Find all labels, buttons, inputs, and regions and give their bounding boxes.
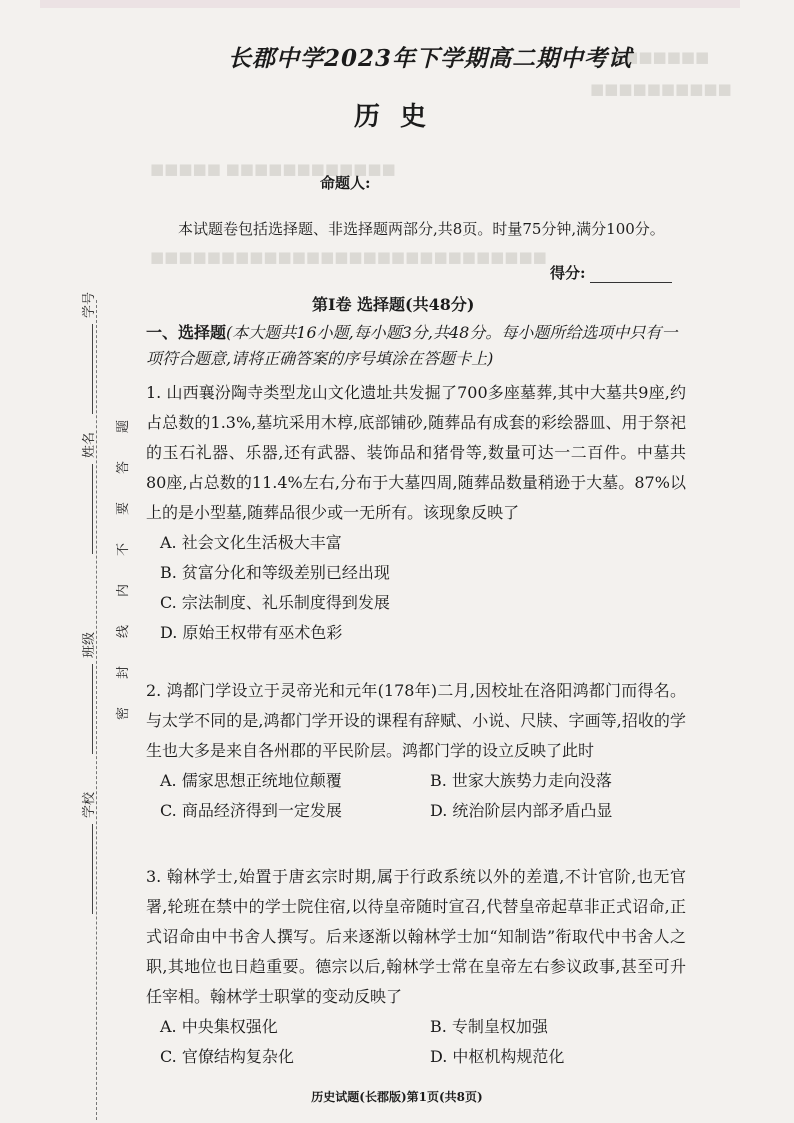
student-id-blank[interactable] [82, 324, 93, 414]
seal-notice: 密封线内不要答题 [116, 391, 131, 720]
option-d[interactable]: D. 原始王权带有巫术色彩 [160, 623, 343, 642]
option-a[interactable]: A. 中央集权强化 [160, 1017, 278, 1036]
option-d[interactable]: D. 统治阶层内部矛盾凸显 [430, 801, 613, 820]
option-row [146, 1042, 686, 1072]
name-field[interactable] [78, 432, 97, 560]
question-3 [146, 862, 686, 1072]
option-c[interactable]: C. 官僚结构复杂化 [160, 1047, 294, 1066]
exam-title: 长郡中学2023年下学期高二期中考试 [227, 45, 632, 72]
author-label: 命题人: [320, 174, 371, 192]
section-heading-rest: (本大题共16小题,每小题3分,共48分。每小题所给选项中只有一项符合题意,请将正确答案的序号填涂在答题卡上) [146, 323, 678, 368]
class-field[interactable] [78, 632, 97, 760]
option-a[interactable]: A. 儒家思想正统地位颠覆 [160, 771, 342, 790]
option-a[interactable]: A. 社会文化生活极大丰富 [160, 533, 342, 552]
school-label: 学校 [82, 791, 97, 818]
option-row [146, 766, 686, 796]
question-2 [146, 676, 686, 826]
score-field[interactable] [550, 262, 672, 283]
option-b[interactable]: B. 专制皇权加强 [430, 1017, 548, 1036]
bleed-text: ■■■■■■■■■■■■■■■■■■■■■■■■■■■■ [150, 248, 547, 266]
exam-intro: 本试题卷包括选择题、非选择题两部分,共8页。时量75分钟,满分100分。 [178, 220, 665, 238]
student-id-field[interactable] [78, 292, 97, 420]
question-stem: 2. 鸿都门学设立于灵帝光和元年(178年)二月,因校址在洛阳鸿都门而得名。与太学不同的是,鸿都门学开设的课程有辞赋、小说、尺牍、字画等,招收的学生也大多是来自各州郡的平民阶层。鸿都门学的设立反映了此时 [146, 681, 686, 760]
class-blank[interactable] [82, 664, 93, 754]
section-title: 第Ⅰ卷 选择题(共48分) [312, 295, 475, 314]
score-blank[interactable] [590, 262, 672, 283]
question-1 [146, 378, 686, 648]
class-label: 班级 [82, 631, 97, 658]
question-stem: 3. 翰林学士,始置于唐玄宗时期,属于行政系统以外的差遣,不计官阶,也无官署,轮班在禁中的学士院住宿,以待皇帝随时宣召,代替皇帝起草非正式诏命,正式诏命由中书舍人撰写。后来逐渐以翰林学士加“知制诰”衔取代中书舍人之职,其地位也日趋重要。德宗以后,翰林学士常在皇帝左右参议政事,甚至可升任宰相。翰林学士职掌的变动反映了 [146, 867, 686, 1006]
name-blank[interactable] [82, 464, 93, 554]
option-row [146, 796, 686, 826]
question-stem: 1. 山西襄汾陶寺类型龙山文化遗址共发掘了700多座墓葬,其中大墓共9座,约占总数的1.3%,墓坑采用木椁,底部铺砂,随葬品有成套的彩绘器皿、用于祭祀的玉石礼器、乐器,还有武器、装饰品和猪骨等,数量可达一二百件。中墓共80座,占总数的11.4%左右,分布于大墓四周,随葬品数量稍逊于大墓。87%以上的是小型墓,随葬品很少或一无所有。该现象反映了 [146, 383, 686, 522]
section-heading-prefix: 一、选择题 [146, 323, 227, 342]
section-instructions [146, 320, 686, 372]
option-b[interactable]: B. 贫富分化和等级差别已经出现 [160, 563, 390, 582]
school-field[interactable] [78, 792, 97, 920]
score-label: 得分: [550, 264, 586, 282]
student-id-label: 学号 [82, 291, 97, 318]
option-row [146, 1012, 686, 1042]
scan-smudge [40, 0, 740, 8]
bleed-text: ■■■■■■■■■■ [590, 80, 732, 98]
bleed-text: ■■■■■■■ [610, 48, 710, 66]
name-label: 姓名 [82, 431, 97, 458]
option-c[interactable]: C. 商品经济得到一定发展 [160, 801, 342, 820]
option-d[interactable]: D. 中枢机构规范化 [430, 1047, 565, 1066]
option-b[interactable]: B. 世家大族势力走向没落 [430, 771, 612, 790]
school-blank[interactable] [82, 824, 93, 914]
subject-title: 历史 [353, 102, 446, 132]
option-c[interactable]: C. 宗法制度、礼乐制度得到发展 [160, 593, 390, 612]
page-footer: 历史试题(长郡版)第1页(共8页) [311, 1090, 483, 1104]
bleed-text: ■■■■■ ■■■■■■■■■■■■ [150, 160, 396, 178]
